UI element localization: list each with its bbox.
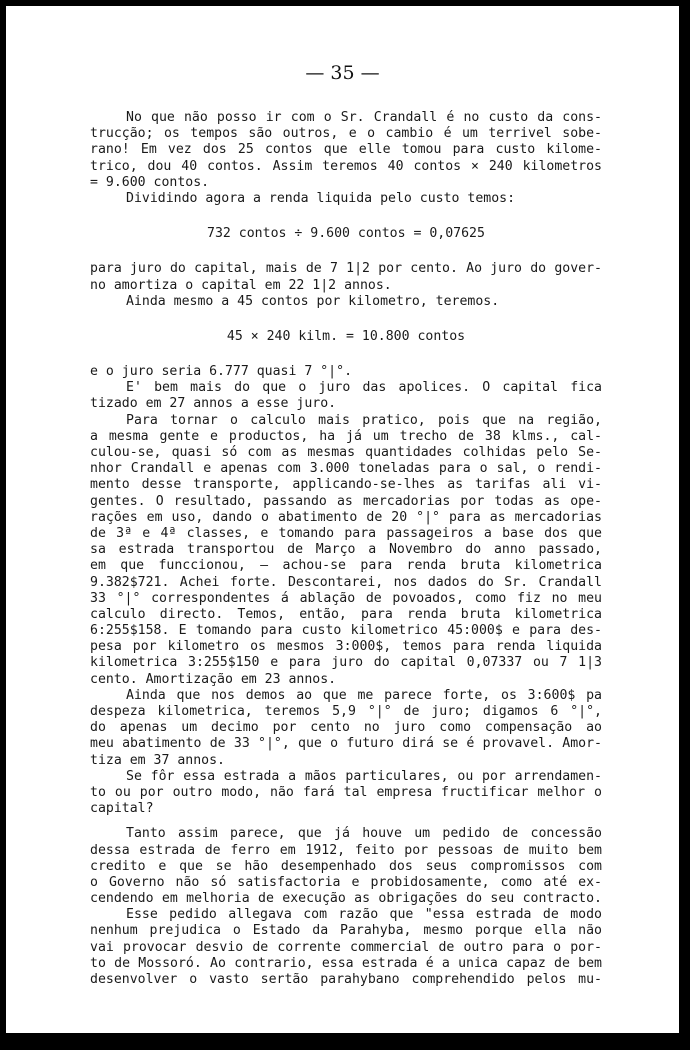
text-line: to de Mossoró. Ao contrario, essa estrada é a unica capaz de bem — [90, 955, 602, 971]
text-line: desenvolver o vasto sertão parahybano comprehendido pelos mu- — [90, 972, 602, 987]
text-line: em que funccionou, — achou-se para renda bruta kilometrica — [90, 558, 602, 574]
text-line: do apenas um decimo por cento no juro como compensação ao — [90, 720, 602, 736]
text-line: culou-se, quasi só com as mesmas quantidades colhidas pelo Se- — [90, 445, 602, 460]
body-text — [90, 110, 602, 988]
text-line: despeza kilometrica, teremos 5,9 °|° de juro; digamos 6 °|°, — [90, 704, 602, 719]
text-line: 9.382$721. Achei forte. Descontarei, nos dados do Sr. Crandall — [90, 574, 602, 590]
text-line: Ainda mesmo a 45 contos por kilometro, teremos. — [126, 293, 500, 309]
text-line: E' bem mais do que o juro das apolices. O capital fica — [126, 380, 602, 396]
text-line: e o juro seria 6.777 quasi 7 °|°. — [90, 364, 353, 380]
text-line: trucção; os tempos são outros, e o cambio é um terrivel sobe- — [90, 126, 602, 142]
text-line: 33 °|° correspondentes á ablação de povoados, como fiz no meu — [90, 590, 602, 606]
text-line: meu abatimento de 33 °|°, que o futuro dirá se é provavel. Amor- — [90, 736, 602, 752]
text-line: Se fôr essa estrada a mãos particulares, ou por arrendamen- — [126, 768, 602, 784]
text-line: to ou por outro modo, não fará tal empresa fructificar melhor o — [90, 784, 602, 800]
text-line: Tanto assim parece, que já houve um pedido de concessão — [126, 826, 602, 842]
text-line: credito e que se hão desempenhado dos seus compromissos com — [90, 858, 602, 874]
spacer — [90, 817, 602, 826]
text-line: o Governo não só satisfactoria e probidosamente, como até ex- — [90, 874, 602, 890]
text-line: trico, dou 40 contos. Assim teremos 40 contos × 240 kilometros — [90, 158, 602, 174]
text-line: = 9.600 contos. — [90, 174, 210, 190]
text-line: cento. Amortização em 23 annos. — [90, 671, 337, 687]
text-line: para juro do capital, mais de 7 1|2 por cento. Ao juro do gover- — [90, 261, 602, 277]
spacer — [90, 207, 602, 226]
text-line: nenhum prejudica o Estado da Parahyba, mesmo porque ella não — [90, 923, 602, 939]
text-line: No que não posso ir com o Sr. Crandall é no custo da cons- — [126, 110, 602, 125]
text-line: capital? — [90, 801, 154, 817]
text-line: de 3ª e 4ª classes, e tomando para passageiros a base dos que — [90, 525, 602, 541]
text-line: Dividindo agora a renda liquida pelo custo temos: — [126, 190, 516, 206]
text-line: nhor Crandall e apenas com 3.000 toneladas para o sal, o rendi- — [90, 461, 602, 477]
text-line: pesa por kilometro os mesmos 3:000$, temos para renda liquida — [90, 639, 602, 655]
text-line: Ainda que nos demos ao que me parece forte, os 3:600$ pa — [126, 687, 602, 703]
text-line: a mesma gente e productos, ha já um trecho de 38 klms., cal- — [90, 428, 602, 444]
spacer — [90, 310, 602, 329]
text-line: 6:255$158. E tomando para custo kilometrico 45:000$ e para des- — [90, 623, 602, 639]
equation-line: 45 × 240 kilm. = 10.800 contos — [226, 328, 466, 344]
text-line: cendendo em melhoria de execução as obrigações do seu contracto. — [90, 891, 602, 907]
text-line: Esse pedido allegava com razão que "essa estrada de modo — [126, 907, 602, 923]
text-line: tiza em 37 annos. — [90, 752, 225, 768]
page-number: — 35 — — [305, 62, 380, 84]
text-line: rano! Em vez dos 25 contos que elle tomou para custo kilome- — [90, 142, 602, 158]
spacer — [90, 242, 602, 261]
text-line: mento desse transporte, applicando-se-lhes as tarifas ali vi- — [90, 477, 602, 493]
equation-line: 732 contos ÷ 9.600 contos = 0,07625 — [207, 226, 485, 242]
text-line: tizado em 27 annos a esse juro. — [90, 396, 337, 412]
text-line: rações em uso, dando o abatimento de 20 °|° para as mercadorias — [90, 509, 602, 525]
text-line: kilometrica 3:255$150 e para juro do capital 0,07337 ou 7 1|3 — [90, 655, 602, 671]
text-line: vai provocar desvio de corrente commercial de outro para o por- — [90, 939, 602, 955]
text-line: gentes. O resultado, passando as mercadorias por todas as ope- — [90, 493, 602, 509]
text-line: dessa estrada de ferro em 1912, feito por pessoas de muito bem — [90, 842, 602, 858]
book-page — [6, 6, 679, 1033]
text-line: calculo directo. Temos, então, para renda bruta kilometrica — [90, 606, 602, 622]
text-line: sa estrada transportou de Março a Novembro do anno passado, — [90, 542, 602, 558]
text-line: no amortiza o capital em 22 1|2 annos. — [90, 277, 392, 293]
spacer — [90, 345, 602, 364]
text-line: Para tornar o calculo mais pratico, pois que na região, — [126, 412, 602, 428]
